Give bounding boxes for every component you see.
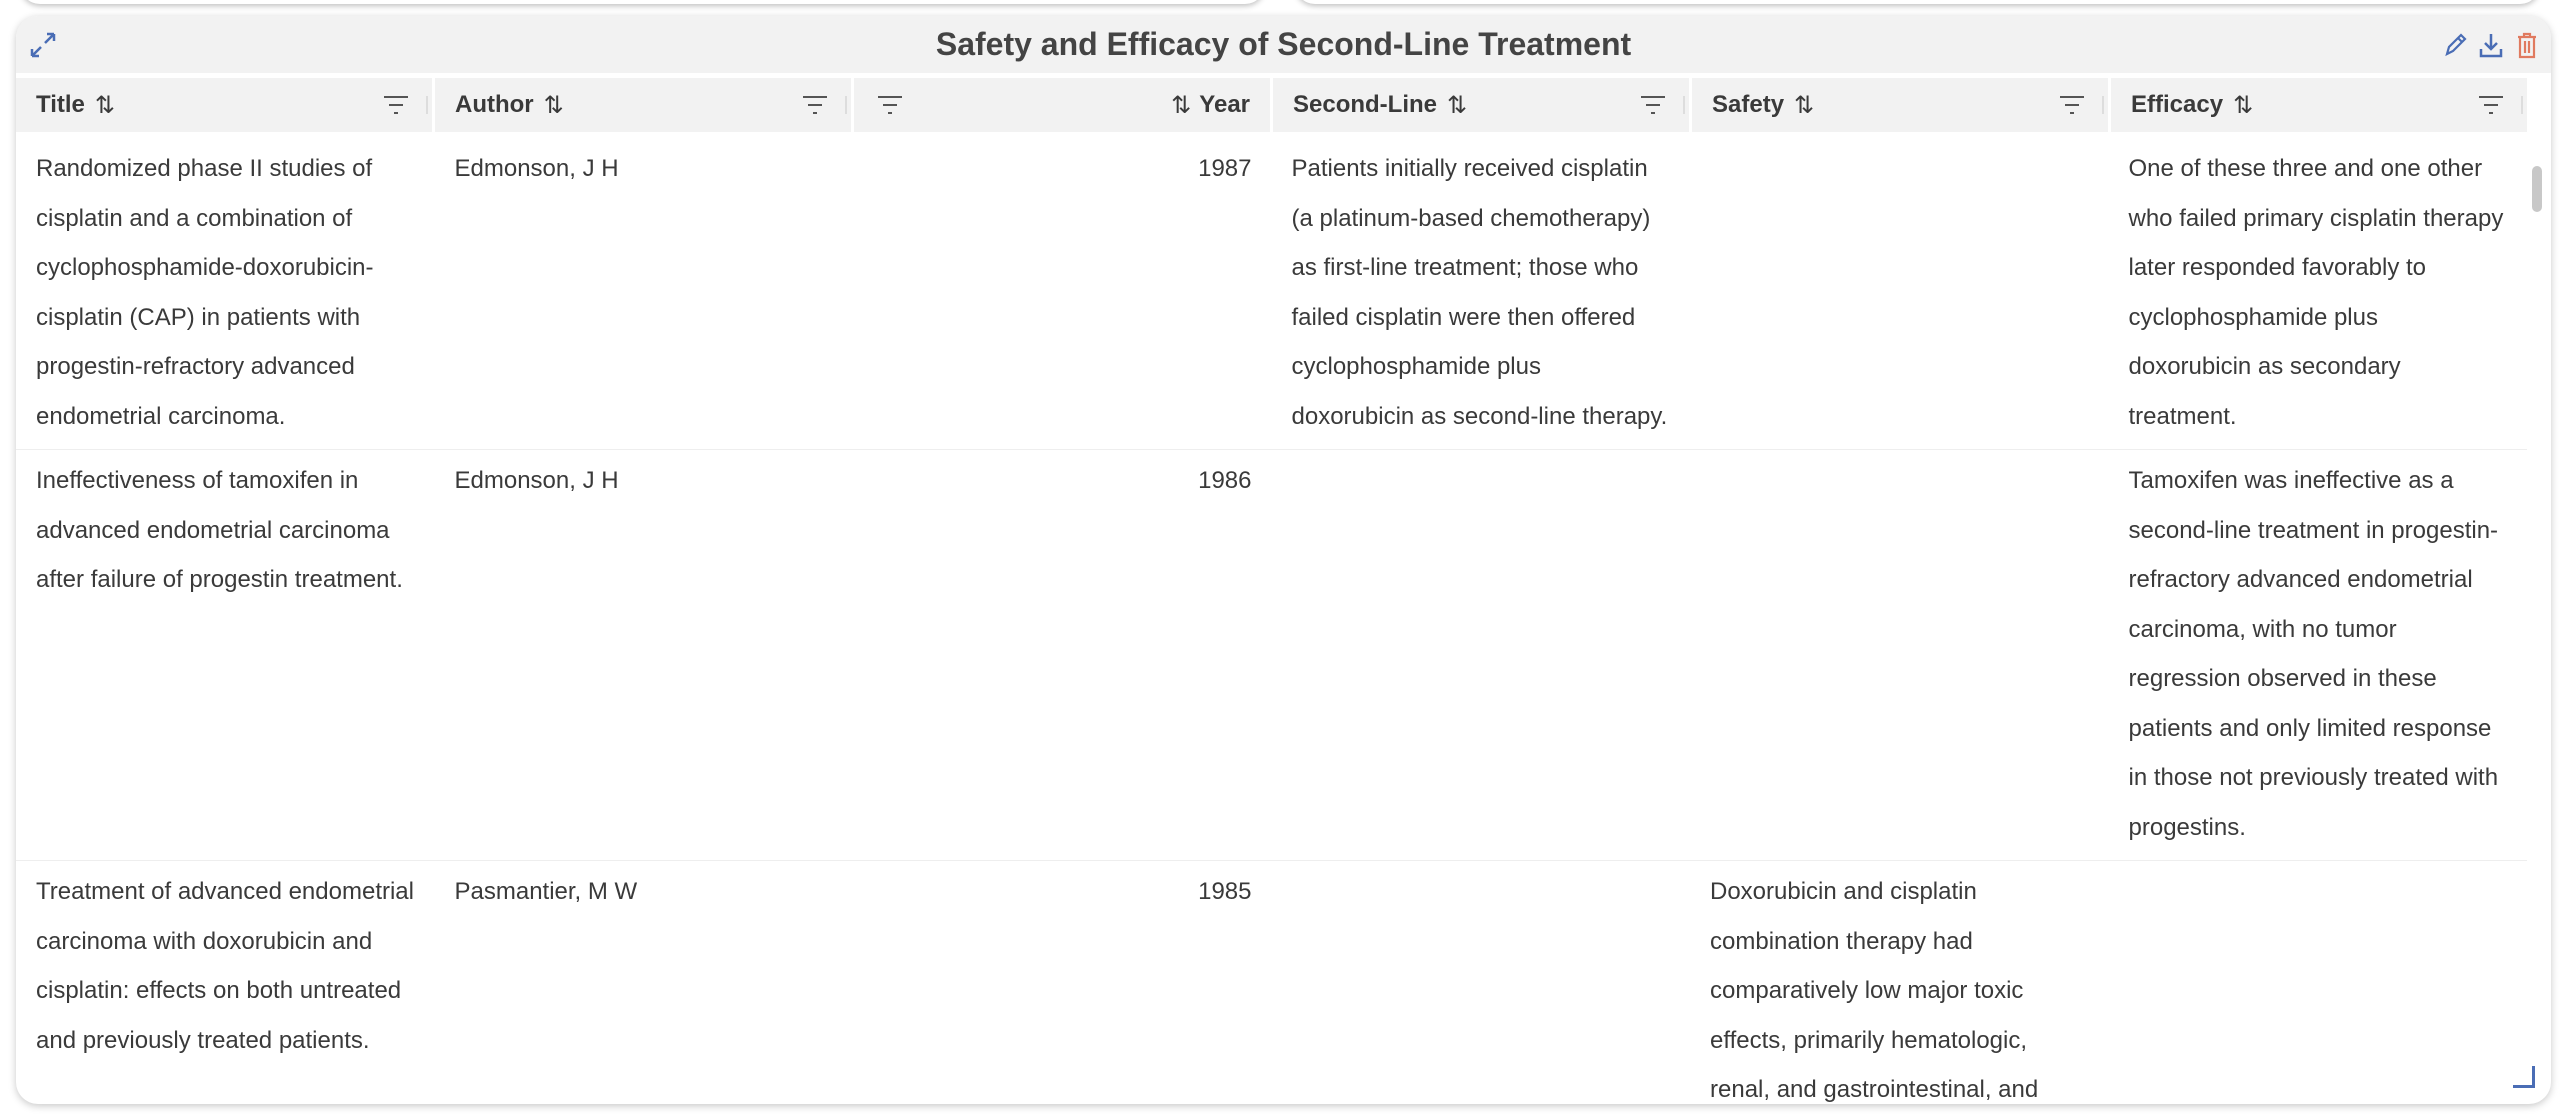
cell-year: 1986 — [1198, 467, 1252, 494]
column-resize-handle[interactable] — [2521, 96, 2523, 114]
cell-title: Treatment of advanced endometrial carcinoma with doxorubicin and cisplatin: effects on both untreated and previously treated patients. — [36, 878, 414, 1054]
cell-safety — [1690, 450, 2109, 860]
filter-icon[interactable] — [876, 94, 904, 116]
column-resize-handle[interactable] — [1683, 96, 1685, 114]
table-row — [16, 138, 2527, 450]
cell-second-line — [1272, 450, 1691, 860]
pencil-icon[interactable] — [2441, 30, 2469, 60]
previous-widget-right — [1295, 0, 2540, 4]
scrollbar-thumb[interactable] — [2532, 166, 2542, 212]
filter-icon[interactable] — [2477, 94, 2505, 116]
table-widget — [16, 16, 2551, 1104]
filter-icon[interactable] — [382, 94, 410, 116]
widget-header — [16, 16, 2551, 73]
column-header-safety[interactable] — [1692, 78, 2108, 132]
previous-widget-left — [20, 0, 1265, 4]
filter-icon[interactable] — [801, 94, 829, 116]
vertical-scrollbar[interactable] — [2529, 156, 2543, 216]
cell-author: Edmonson, J H — [454, 467, 619, 494]
column-header-efficacy[interactable] — [2111, 78, 2527, 132]
cell-efficacy: Tamoxifen was ineffective as a second-line treatment in progestin-refractory advanced endometrial carcinoma, with no tumor regression observed in these patients and only limited response in those not previously treated with progestins. — [2128, 467, 2499, 841]
sort-icon[interactable]: ⇅ — [2233, 91, 2254, 119]
widget-title: Safety and Efficacy of Second-Line Treatment — [935, 26, 1632, 62]
cell-efficacy: One of these three and one other who failed primary cisplatin therapy later responded favorably to cyclophosphamide plus doxorubicin as secondary treatment. — [2128, 155, 2504, 430]
column-label: Safety — [1712, 91, 1785, 118]
column-header-title[interactable] — [16, 78, 432, 132]
cell-second-line — [1272, 861, 1691, 1104]
trash-icon[interactable] — [2513, 30, 2541, 60]
column-header-year[interactable] — [854, 78, 1270, 132]
column-header-author[interactable] — [435, 78, 851, 132]
column-label: Title — [36, 91, 85, 118]
cell-safety — [1690, 138, 2109, 449]
cell-year: 1987 — [1198, 155, 1252, 182]
table-row — [16, 861, 2527, 1104]
sort-icon[interactable]: ⇅ — [94, 91, 116, 119]
column-label: Author — [455, 91, 534, 118]
cell-title: Randomized phase II studies of cisplatin and a combination of cyclophosphamide-doxorubicin-cisplatin (CAP) in patients with progestin-refractory advanced endometrial carcinoma. — [36, 155, 374, 430]
column-resize-handle[interactable] — [426, 96, 428, 114]
sort-icon[interactable]: ⇅ — [543, 91, 564, 119]
column-header-second-line[interactable] — [1273, 78, 1689, 132]
cell-efficacy — [2109, 861, 2528, 1104]
table-header — [16, 78, 2551, 132]
sort-icon[interactable]: ⇅ — [1794, 91, 1815, 119]
column-label: Second-Line — [1293, 91, 1438, 118]
table-row — [16, 450, 2527, 861]
download-icon[interactable] — [2477, 30, 2505, 60]
sort-icon[interactable]: ⇅ — [1447, 91, 1468, 119]
column-label: Efficacy — [2131, 91, 2224, 118]
cell-author: Pasmantier, M W — [454, 878, 638, 905]
cell-second-line: Patients initially received cisplatin (a platinum-based chemotherapy) as first-line treatment; those who failed cisplatin were then offered cyclophosphamide plus doxorubicin as second-line therapy. — [1291, 155, 1668, 430]
cell-year: 1985 — [1198, 878, 1252, 905]
cell-safety: Doxorubicin and cisplatin combination therapy had comparatively low major toxic effects, primarily hematologic, renal, and gastrointestinal, and — [1710, 878, 2039, 1103]
column-label: Year — [1199, 91, 1250, 118]
column-resize-handle[interactable] — [2102, 96, 2104, 114]
cell-title: Ineffectiveness of tamoxifen in advanced endometrial carcinoma after failure of progestin treatment. — [36, 467, 403, 593]
resize-handle[interactable] — [2513, 1066, 2535, 1088]
column-resize-handle[interactable] — [845, 96, 847, 114]
cell-author: Edmonson, J H — [454, 155, 619, 182]
sort-icon[interactable]: ⇅ — [1171, 91, 1192, 119]
filter-icon[interactable] — [2058, 94, 2086, 116]
table-body — [16, 138, 2527, 1104]
filter-icon[interactable] — [1639, 94, 1667, 116]
